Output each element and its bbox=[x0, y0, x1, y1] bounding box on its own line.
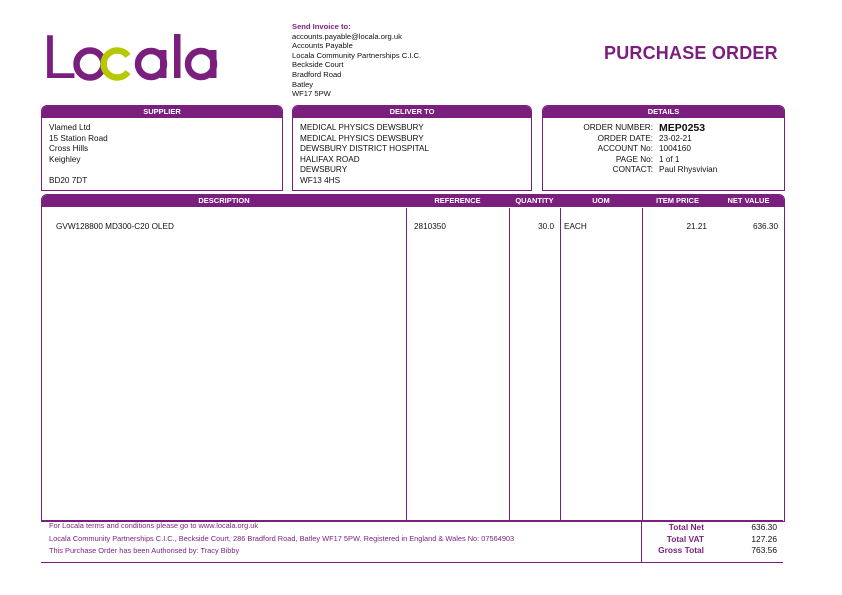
svg-text:L: L bbox=[42, 26, 75, 86]
header-uom: UOM bbox=[592, 196, 610, 205]
supplier-line: 15 Station Road bbox=[49, 133, 108, 143]
invoice-address bbox=[292, 22, 421, 99]
contact-value: Paul Rhysvivian bbox=[659, 165, 718, 175]
gross-total-row bbox=[642, 545, 783, 557]
details-header: DETAILS bbox=[543, 106, 784, 118]
header-description: DESCRIPTION bbox=[198, 196, 250, 205]
page-title: PURCHASE ORDER bbox=[604, 43, 778, 63]
invoice-line: Bradford Road bbox=[292, 69, 342, 79]
header-item-price: ITEM PRICE bbox=[656, 196, 699, 205]
header-quantity: QUANTITY bbox=[515, 196, 554, 205]
gross-total-value: 763.56 bbox=[751, 545, 777, 555]
item-reference: 2810350 bbox=[414, 222, 446, 231]
invoice-line: Batley bbox=[292, 79, 314, 89]
deliver-line: DEWSBURY DISTRICT HOSPITAL bbox=[300, 144, 430, 154]
locala-logo bbox=[42, 26, 252, 86]
invoice-line: WF17 5PW bbox=[292, 89, 331, 99]
item-price: 21.21 bbox=[686, 222, 707, 231]
account-label: ACCOUNT No: bbox=[597, 144, 653, 154]
supplier-line: Cross Hills bbox=[49, 144, 89, 154]
invoice-line: Accounts Payable bbox=[292, 41, 353, 51]
column-divider bbox=[509, 208, 510, 521]
total-vat-row bbox=[642, 534, 783, 546]
invoice-line: Beckside Court bbox=[292, 60, 344, 70]
order-date-label: ORDER DATE: bbox=[597, 133, 653, 143]
page-row bbox=[543, 155, 784, 166]
registration-note: Locala Community Partnerships C.I.C., Beckside Court, 286 Bradford Road, Batley WF17 5PW. Registered in England & Wales No: 07564903 bbox=[49, 533, 515, 543]
total-vat-label: Total VAT bbox=[666, 533, 704, 544]
account-row bbox=[543, 144, 784, 155]
authorised-note: This Purchase Order has been Authorised by: Tracy Bibby bbox=[49, 546, 240, 555]
locala-logo-mark bbox=[42, 26, 252, 86]
supplier-line: Keighley bbox=[49, 154, 81, 164]
column-divider bbox=[642, 208, 643, 521]
deliver-line: MEDICAL PHYSICS DEWSBURY bbox=[300, 123, 424, 132]
items-body bbox=[42, 208, 784, 521]
supplier-line: Vlamed Ltd bbox=[49, 123, 91, 132]
gross-total-label: Gross Total bbox=[658, 545, 704, 555]
invoice-line: Locala Community Partnerships C.I.C. bbox=[292, 50, 422, 60]
item-net-value: 636.30 bbox=[752, 222, 778, 231]
item-description: GVW128800 MD300-C20 OLED bbox=[56, 222, 174, 231]
footer-bottom-divider bbox=[41, 562, 783, 563]
footer-notes bbox=[49, 520, 514, 558]
total-net-row bbox=[642, 522, 783, 534]
item-quantity: 30.0 bbox=[538, 222, 554, 231]
header-net-value: NET VALUE bbox=[727, 196, 770, 205]
order-number-label: ORDER NUMBER: bbox=[583, 123, 653, 132]
items-header-row bbox=[42, 195, 784, 207]
order-number-value: MEP0253 bbox=[659, 122, 706, 134]
item-uom: EACH bbox=[564, 222, 587, 231]
deliver-line: MEDICAL PHYSICS DEWSBURY bbox=[300, 133, 424, 143]
header-reference: REFERENCE bbox=[434, 196, 481, 205]
contact-label: CONTACT: bbox=[612, 165, 653, 175]
details-box bbox=[542, 105, 785, 191]
total-vat-value: 127.26 bbox=[751, 533, 777, 544]
deliver-to-box bbox=[292, 105, 532, 191]
deliver-header: DELIVER TO bbox=[293, 106, 531, 118]
total-net-value: 636.30 bbox=[751, 522, 777, 532]
order-date-row bbox=[543, 134, 784, 145]
supplier-header: SUPPLIER bbox=[42, 106, 282, 118]
terms-note: For Locala terms and conditions please go to www.locala.org.uk bbox=[49, 521, 259, 530]
deliver-line: HALIFAX ROAD bbox=[300, 154, 360, 164]
invoice-heading: Send Invoice to: bbox=[292, 22, 351, 31]
column-divider bbox=[406, 208, 407, 521]
order-number-row bbox=[543, 123, 784, 134]
column-divider bbox=[560, 208, 561, 521]
totals bbox=[642, 522, 783, 557]
page-label: PAGE No: bbox=[615, 154, 653, 164]
items-table bbox=[41, 194, 785, 522]
invoice-line: accounts.payable@locala.org.uk bbox=[292, 31, 402, 41]
supplier-line: BD20 7DT bbox=[49, 175, 88, 185]
contact-row bbox=[543, 165, 784, 176]
order-date-value: 23-02-21 bbox=[659, 133, 692, 143]
supplier-line bbox=[49, 165, 282, 176]
deliver-line: WF13 4HS bbox=[300, 175, 341, 185]
account-value: 1004160 bbox=[659, 144, 691, 154]
page-value: 1 of 1 bbox=[659, 154, 680, 164]
deliver-line: DEWSBURY bbox=[300, 165, 348, 175]
supplier-box bbox=[41, 105, 283, 191]
table-row bbox=[42, 222, 784, 231]
total-net-label: Total Net bbox=[668, 522, 704, 532]
